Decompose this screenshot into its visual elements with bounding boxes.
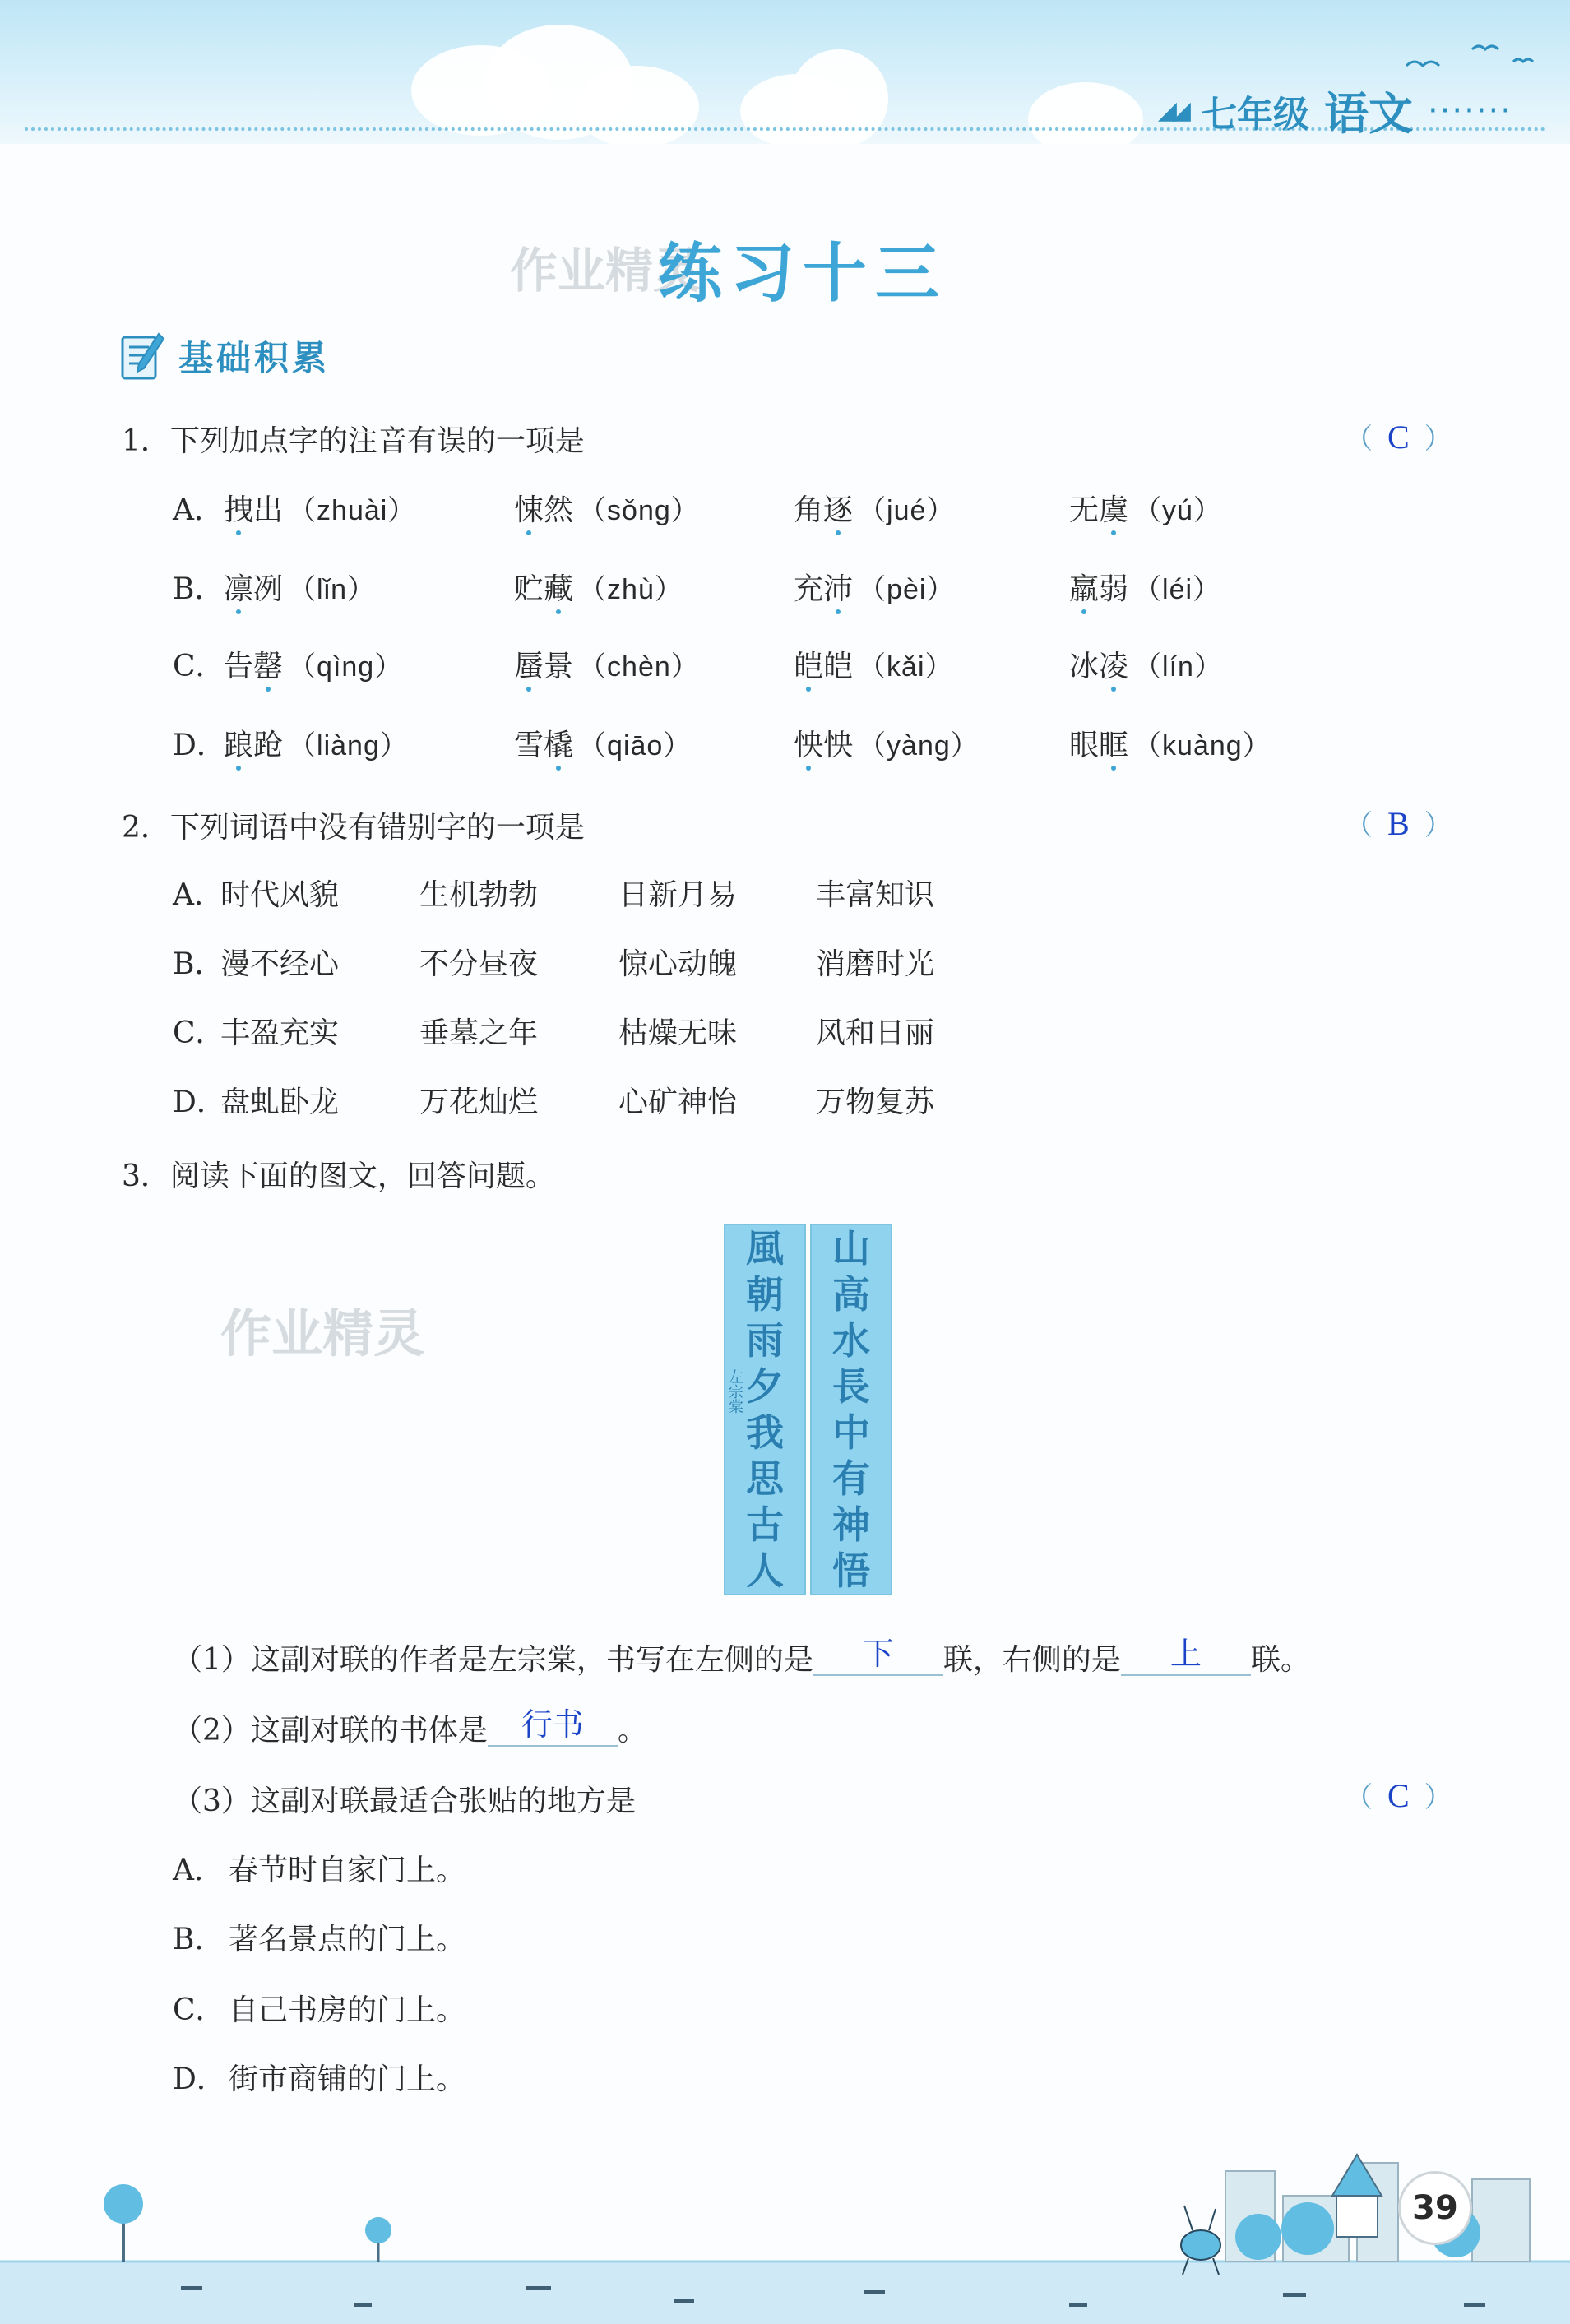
word-part: 角 [794,493,824,527]
pinyin: （liàng） [288,730,409,762]
dotted-char: 凌 [1099,650,1129,683]
question-1-stem: 1．下列加点字的注音有误的一项是 [122,424,585,458]
dotted-char: 沛 [823,572,854,606]
dotted-char: 罄 [253,650,284,683]
option-text: 著名景点的门上。 [229,1923,466,1956]
answer-value: C [1387,1777,1410,1814]
pinyin: （kuàng） [1133,730,1271,762]
question-2-stem: 2．下列词语中没有错别字的一项是 [122,811,585,845]
word-part: 告 [224,650,254,683]
option-text: 街市商铺的门上。 [229,2062,466,2096]
pinyin: （lǐn） [288,574,377,605]
option-item [1069,566,1221,608]
subquestion-1-text-a: （1）这副对联的作者是左宗棠，书写在左侧的是 [173,1643,813,1677]
dotted-char: 怏 [794,729,824,762]
word-part: 弱 [1099,572,1129,606]
page-header [0,0,1570,144]
option-item [1069,722,1271,764]
notebook-pencil-icon [119,331,165,382]
pinyin: （yú） [1133,495,1222,526]
pinyin: （qìng） [288,651,404,683]
pinyin: （kǎi） [858,651,954,683]
couplet-char: 雨 [746,1318,784,1363]
option-word: 万物复苏 [816,1086,935,1119]
question-1-answer: （ C ） [1345,419,1452,456]
subquestion-3-answer: （ C ） [1345,1777,1452,1814]
couplet-char: 山 [832,1226,870,1271]
answer-blank-3: 行书 [488,1709,618,1747]
dotted-char: 拽 [224,493,254,527]
option-word: 心矿神怡 [618,1086,738,1119]
answer-blank-1: 下 [813,1638,943,1676]
pinyin: （lín） [1133,651,1223,683]
word-part: 出 [253,493,284,527]
dotted-char: 羸 [1069,572,1100,606]
question-3-stem: 3．阅读下面的图文，回答问题。 [122,1160,555,1193]
birds-icon [1398,33,1546,82]
option-word: 枯燥无味 [618,1016,738,1050]
tree-icon [365,2217,391,2262]
option-word: 惊心动魄 [618,947,738,981]
option-letter: A． [173,493,224,527]
dotted-char: 虞 [1099,493,1129,527]
option-item [224,487,416,529]
option-item [794,487,955,529]
couplet-char: 思 [746,1456,784,1501]
cloud-decoration [576,66,699,144]
option-text: 自己书房的门上。 [229,1993,466,2027]
option-word: 垂墓之年 [419,1016,539,1050]
option-item [514,722,692,764]
couplet-char: 中 [832,1410,870,1455]
option-item [224,643,403,685]
option-word: 漫不经心 [220,947,340,981]
option-letter: A． [173,1854,224,1887]
dotted-char: 皑 [794,650,824,683]
word-part: 跄 [253,729,284,762]
couplet-char: 水 [832,1318,870,1363]
option-item [1069,487,1222,529]
tree-icon [104,2184,143,2262]
couplet-char: 長 [832,1364,870,1409]
option-letter: D． [173,2062,226,2096]
option-letter: D． [173,729,226,762]
couplet-char: 有 [832,1456,870,1501]
pinyin: （zhù） [578,574,683,605]
option-letter: C． [173,650,225,683]
couplet-char: 夕 [746,1364,784,1409]
couplet-signature: 左宗棠 [726,1369,743,1414]
couplet-char: 悟 [832,1549,870,1593]
option-word: 丰富知识 [816,878,935,912]
word-part: 充 [794,572,824,606]
option-item [794,566,955,608]
option-item [514,566,683,608]
dotted-char: 橇 [544,729,574,762]
page-number: 39 [1398,2171,1472,2245]
subquestion-1 [173,1637,1310,1681]
word-part: 怏 [823,729,854,762]
word-part: 眼 [1069,729,1100,762]
pinyin: （yàng） [858,730,980,762]
option-word: 日新月易 [618,878,738,912]
option-word: 生机勃勃 [419,878,539,912]
word-part: 然 [544,493,574,527]
cloud-decoration [1028,82,1143,144]
option-item [794,722,980,764]
pinyin: （qiāo） [578,730,692,762]
option-word: 丰盈充实 [220,1016,340,1050]
subquestion-3-stem: （3）这副对联最适合张贴的地方是 [173,1785,636,1818]
word-part: 贮 [514,572,544,606]
couplet-char: 朝 [746,1272,784,1317]
couplet-char: 人 [746,1549,784,1593]
dotted-char: 藏 [544,572,574,606]
watermark: 作业精灵 [510,243,702,299]
option-item [224,566,376,608]
question-2-answer: （ B ） [1345,805,1452,842]
dotted-char: 眶 [1099,729,1129,762]
subquestion-2-text-b: 。 [617,1714,647,1748]
dotted-char: 逐 [823,493,854,527]
answer-value: C [1387,419,1410,456]
option-item [1069,643,1223,685]
option-item [794,643,954,685]
footer-scenery [0,2138,1570,2324]
option-item [514,487,700,529]
option-word: 不分昼夜 [419,947,539,981]
pinyin: （chèn） [578,651,700,683]
subquestion-1-text-b: 联，右侧的是 [942,1643,1121,1677]
watermark: 作业精灵 [220,1303,425,1363]
section-label: 基础积累 [178,338,331,378]
option-letter: A． [173,878,224,912]
pinyin: （léi） [1133,574,1222,605]
option-word: 盘虬卧龙 [220,1086,340,1119]
option-word: 万花灿烂 [419,1086,539,1119]
word-part: 皑 [823,650,854,683]
option-letter: D． [173,1086,226,1119]
dotted-trail: ······· [1427,91,1512,130]
word-part: 冰 [1069,650,1100,683]
option-letter: B． [173,572,225,606]
dotted-char: 悚 [514,493,544,527]
couplet-right-scroll [810,1224,892,1595]
option-word: 时代风貌 [220,878,340,912]
grade-label: 七年级 [1200,93,1309,136]
header-label [1158,79,1512,142]
answer-value: B [1387,805,1410,842]
section-heading [119,331,330,382]
word-part: 景 [544,650,574,683]
pinyin: （sǒng） [578,495,700,526]
couplet-char: 風 [746,1226,784,1271]
option-word: 风和日丽 [816,1016,935,1050]
dotted-char: 踉 [224,729,254,762]
subquestion-2 [173,1707,647,1752]
page-footer [0,2138,1570,2324]
word-part: 冽 [253,572,284,606]
pinyin: （pèi） [858,574,956,605]
answer-blank-2: 上 [1121,1638,1251,1676]
option-text: 春节时自家门上。 [229,1854,466,1887]
option-letter: C． [173,1016,225,1050]
dotted-char: 凛 [224,572,254,606]
couplet-char: 高 [832,1272,870,1317]
subquestion-1-text-c: 联。 [1250,1643,1310,1677]
subject-label: 语文 [1323,88,1413,140]
word-part: 无 [1069,493,1100,527]
option-word: 消磨时光 [816,947,935,981]
dotted-char: 蜃 [514,650,544,683]
subquestion-2-text-a: （2）这副对联的书体是 [173,1714,488,1748]
option-item [514,643,700,685]
couplet-char: 神 [832,1502,870,1547]
option-letter: B． [173,1923,225,1956]
option-letter: C． [173,1993,225,2027]
word-part: 雪 [514,729,544,762]
pinyin: （zhuài） [288,495,417,526]
triangle-arrows-icon: ◢◢ [1157,96,1186,125]
option-item [224,722,409,764]
couplet-char: 我 [746,1410,784,1455]
option-letter: B． [173,947,225,981]
couplet-char: 古 [746,1502,784,1547]
page-title: 练习十三 [658,237,948,311]
pinyin: （jué） [858,495,956,526]
